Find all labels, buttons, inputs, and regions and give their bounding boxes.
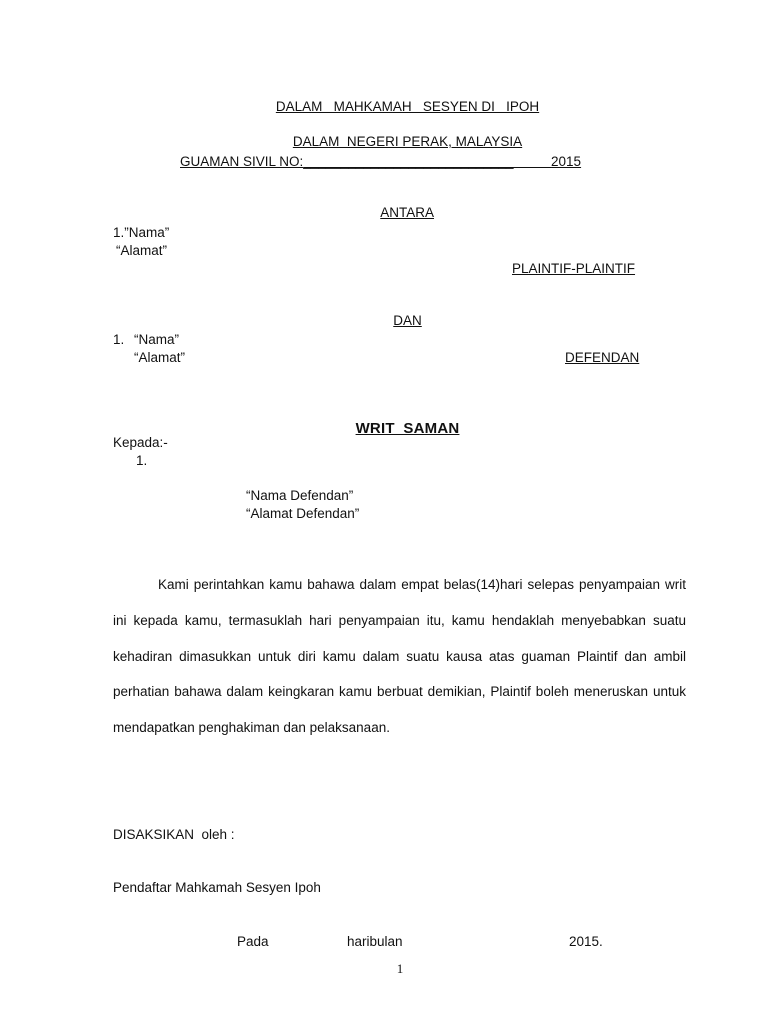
plaintiff-name: 1.”Nama” — [113, 225, 170, 240]
defendant-name: “Nama” — [134, 332, 180, 347]
case-number-gap — [514, 154, 552, 169]
state-heading-text: DALAM NEGERI PERAK, MALAYSIA — [292, 134, 523, 149]
plaintiff-address: “Alamat” — [116, 243, 168, 258]
between-text: ANTARA — [380, 205, 435, 220]
case-year: 2015 — [551, 154, 582, 169]
addressee-number: 1. — [136, 453, 148, 468]
witness-label: DISAKSIKAN oleh : — [113, 827, 235, 842]
defendant-number: 1. — [113, 332, 125, 347]
defendant-role: DEFENDAN — [565, 350, 640, 365]
date-haribulan: haribulan — [347, 934, 403, 949]
defendant-address: “Alamat” — [134, 350, 186, 365]
plaintiff-role: PLAINTIF-PLAINTIF — [512, 261, 636, 276]
date-year: 2015. — [569, 934, 603, 949]
court-heading-text: DALAM MAHKAMAH SESYEN DI IPOH — [275, 99, 540, 114]
addressee-address: “Alamat Defendan” — [246, 506, 360, 521]
addressee-label: Kepada:- — [113, 435, 168, 450]
page-number: 1 — [396, 961, 404, 976]
case-number-line — [180, 154, 581, 170]
writ-body-text: Kami perintahkan kamu bahawa dalam empat belas(14)hari selepas penyampaian writ ini kepada kamu, termasuklah hari penyampaian itu, kamu hendaklah menyebabkan suatu kehadiran dimasukkan untuk diri kamu dalam suatu kausa atas guaman Plaintif dan ambil perhatian bahawa dalam keingkaran kamu berbuat demikian, Plaintif boleh meneruskan untuk mendapatkan penghakiman dan pelaksanaan. — [113, 577, 686, 736]
writ-body-paragraph — [113, 567, 686, 746]
case-number-blank: ____________________________ — [303, 154, 514, 169]
date-pada: Pada — [237, 934, 269, 949]
document-title-text: WRIT SAMAN — [355, 420, 460, 437]
addressee-name: “Nama Defendan” — [246, 488, 354, 503]
and-text: DAN — [393, 313, 422, 328]
registrar-label: Pendaftar Mahkamah Sesyen Ipoh — [113, 880, 321, 895]
case-number-label: GUAMAN SIVIL NO: — [180, 154, 304, 169]
